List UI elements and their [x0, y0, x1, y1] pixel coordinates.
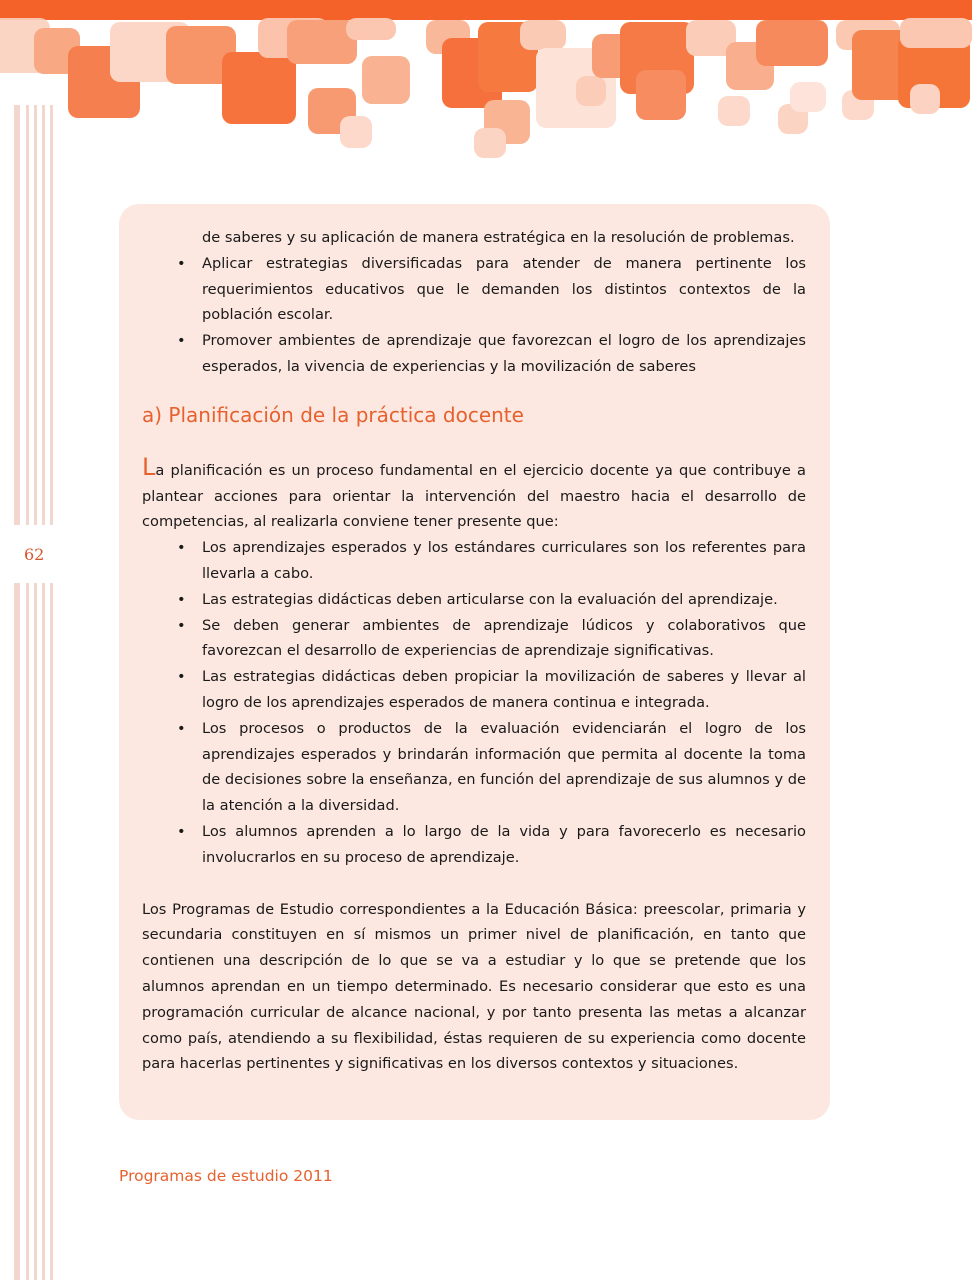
list-item: • Se deben generar ambientes de aprendizaje lúdicos y colaborativos que favorezcan el desarrollo de experiencias de aprendizaje significativas. — [177, 616, 806, 660]
planning-bullet-list — [142, 535, 806, 870]
list-item: • Aplicar estrategias diversificadas para atender de manera pertinente los requerimientos educativos que le demanden los distintos contextos de la población escolar. — [177, 254, 806, 324]
list-item: • Promover ambientes de aprendizaje que favorezcan el logro de los aprendizajes esperados, la vivencia de experiencias y la movilización de saberes — [177, 332, 806, 375]
page-content — [142, 225, 806, 1077]
list-item: • Los procesos o productos de la evaluación evidenciarán el logro de los aprendizajes esperados y brindarán información que permita al docente la toma de decisiones sobre la enseñanza, en función del aprendizaje de sus alumnos y de la atención a la diversidad. — [177, 719, 806, 815]
page-number: 62 — [24, 545, 45, 564]
list-item: • Los aprendizajes esperados y los estándares curriculares son los referentes para llevarla a cabo. — [177, 539, 806, 582]
footer-title: Programas de estudio 2011 — [119, 1167, 333, 1185]
paragraph-programas: Los Programas de Estudio correspondientes a la Educación Básica: preescolar, primaria y secundaria constituyen en sí mismos un primer nivel de planificación, en tanto que contienen una descripción de lo que se va a estudiar y lo que se pretende que los alumnos aprendan en un tiempo determinado. Es necesario considerar que esto es una programación curricular de alcance nacional, y por tanto presenta las metas a alcanzar como país, atendiendo a su flexibilidad, éstas requieren de su experiencia como docente para hacerlas pertinentes y significativas en los diversos contextos y situaciones. — [142, 900, 806, 1073]
paragraph-planificacion: La planificación es un proceso fundamental en el ejercicio docente ya que contribuye a plantear acciones para orientar la intervención del maestro hacia el desarrollo de competencias, al realizarla conviene tener presente que: — [142, 452, 806, 531]
intro-continuation: de saberes y su aplicación de manera estratégica en la resolución de problemas. — [202, 229, 795, 246]
left-margin-stripes — [14, 105, 60, 1280]
section-heading: a) Planificación de la práctica docente — [142, 402, 524, 427]
list-item: • Las estrategias didácticas deben articularse con la evaluación del aprendizaje. — [177, 590, 778, 608]
list-item: • Los alumnos aprenden a lo largo de la vida y para favorecerlo es necesario involucrarlos en su proceso de aprendizaje. — [177, 822, 806, 866]
list-item: • Las estrategias didácticas deben propiciar la movilización de saberes y llevar al logro de los aprendizajes esperados de manera continua e integrada. — [177, 668, 806, 711]
intro-bullet-list — [142, 251, 806, 380]
decorative-squares-banner — [0, 0, 972, 170]
drop-cap: L — [142, 452, 156, 481]
